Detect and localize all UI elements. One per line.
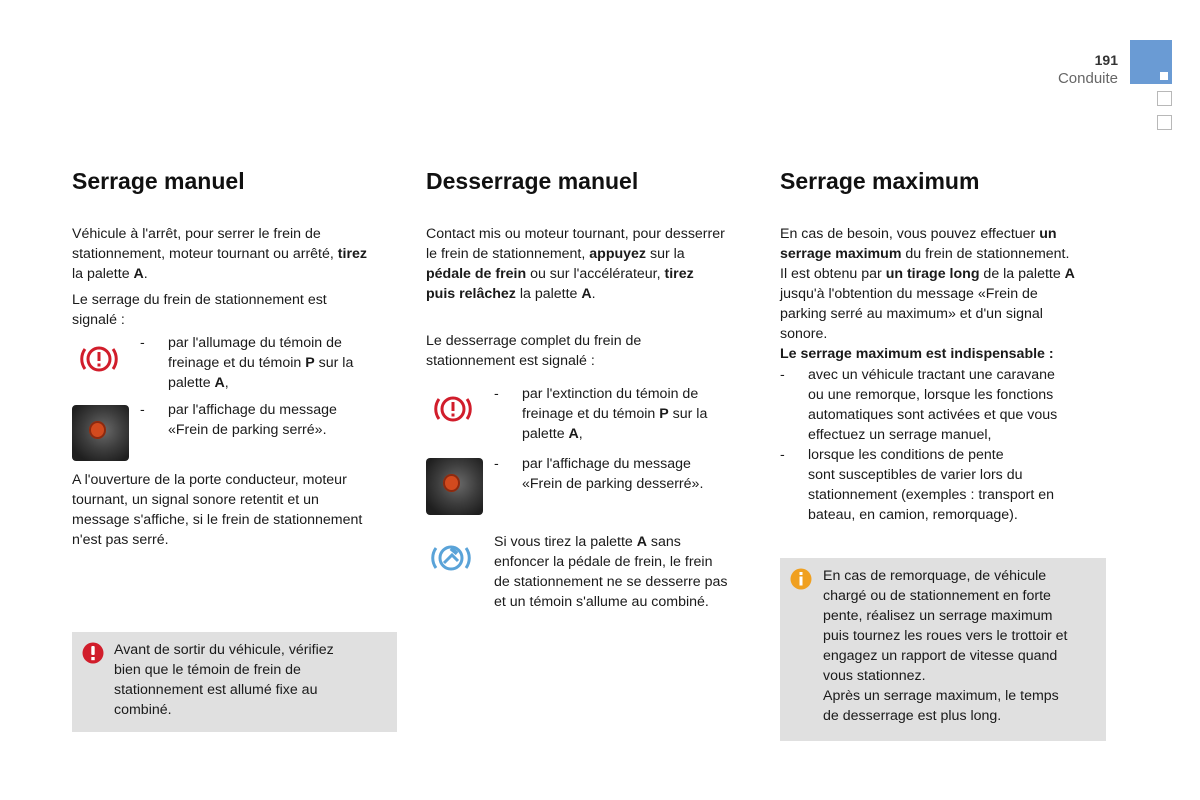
col3-indispensable: Le serrage maximum est indispensable : <box>780 346 1054 362</box>
col2-signaled: Le desserrage complet du frein de stationnement est signalé : <box>426 333 642 369</box>
col1-title: Serrage manuel <box>72 168 245 194</box>
info-icon <box>790 568 812 590</box>
parking-brake-paddle-image <box>72 405 129 461</box>
col3-intro: En cas de besoin, vous pouvez effectuer un serrage maximum du frein de stationnement. Il est obtenu par un tirage long de la palette A jusqu'à l'obtention du message «Frein de parking serré au maximum» et d'un signal sonore. Le serrage maximum est indispensable : <box>780 224 1120 364</box>
parking-brake-paddle-image <box>426 458 483 515</box>
col1-door-paragraph: A l'ouverture de la porte conducteur, moteur tournant, un signal sonore retentit et un message s'affiche, si le frein de stationnement n'est pas serré. <box>72 472 363 548</box>
page-number: 191 <box>1094 52 1118 68</box>
col2-intro: Contact mis ou moteur tournant, pour desserrer le frein de stationnement, appuyez sur la pédale de frein ou sur l'accélérateur, tirez puis relâchez la palette A. <box>426 226 725 302</box>
info-text: En cas de remorquage, de véhicule chargé ou de stationnement en forte pente, réalisez un serrage maximum puis tournez les roues vers le trottoir et engagez un rapport de vitesse quand vous stationnez. Après un serrage maximum, le temps de desserrage est plus long. <box>823 568 1068 724</box>
col2-title: Desserrage manuel <box>426 168 639 194</box>
warning-box <box>72 632 397 732</box>
warning-text: Avant de sortir du véhicule, vérifiez bien que le témoin de frein de stationnement est allumé fixe au combiné. <box>114 642 334 718</box>
brake-pedal-warning-icon <box>430 540 472 576</box>
section-title: Conduite <box>1057 70 1118 87</box>
col1-signaled: Le serrage du frein de stationnement est signalé : <box>72 292 327 328</box>
brake-warning-icon <box>434 390 472 428</box>
chapter-tab-marker <box>1160 72 1168 80</box>
info-box <box>780 558 1106 741</box>
chapter-tab-box <box>1157 91 1172 106</box>
col3-title: Serrage maximum <box>780 168 980 194</box>
brake-warning-icon <box>80 340 118 378</box>
col2-note: Si vous tirez la palette A sans enfoncer la pédale de frein, le frein de stationnement ne se desserre pas et un témoin s'allume au combiné. <box>494 534 728 610</box>
warning-icon <box>82 642 104 664</box>
chapter-tab-box <box>1157 115 1172 130</box>
col1-intro: Véhicule à l'arrêt, pour serrer le frein de stationnement, moteur tournant ou arrêté, tirez la palette A. <box>72 226 367 282</box>
